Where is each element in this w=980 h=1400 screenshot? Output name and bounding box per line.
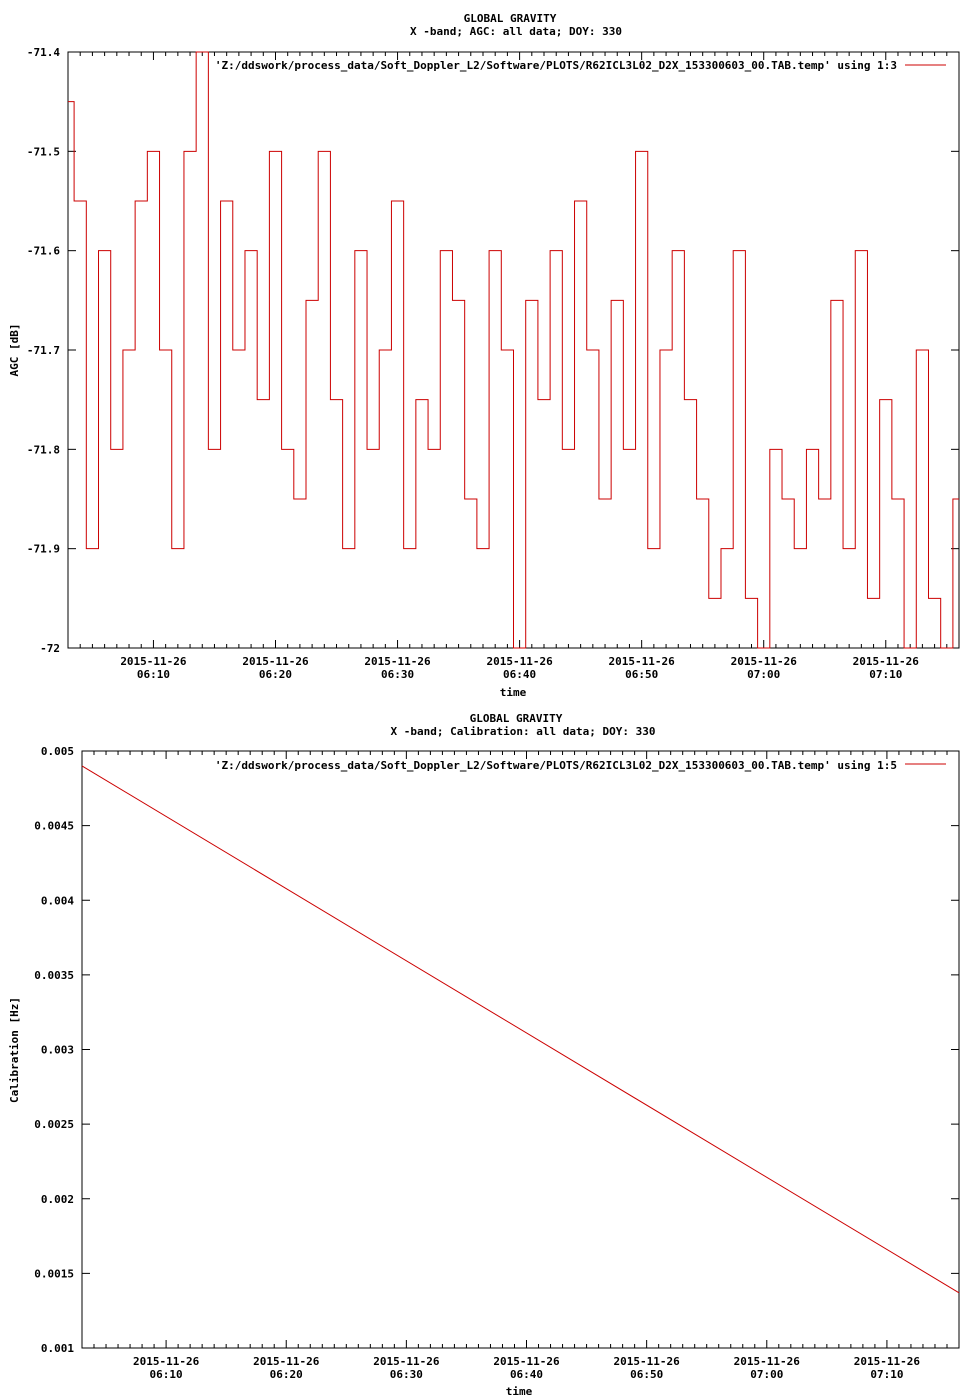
x-tick-label-date: 2015-11-26 — [253, 1355, 320, 1368]
x-tick-label-date: 2015-11-26 — [364, 655, 431, 668]
x-tick-label-date: 2015-11-26 — [853, 1355, 921, 1368]
x-tick-label-time: 06:20 — [258, 668, 293, 681]
x-tick-label-time: 06:30 — [380, 668, 415, 681]
y-tick-label: -71.8 — [26, 443, 60, 457]
x-tick-label-time: 06:20 — [269, 1368, 303, 1381]
y-tick-label: -71.5 — [26, 145, 60, 159]
x-tick-label-time: 07:00 — [750, 1368, 784, 1381]
x-tick-label-date: 2015-11-26 — [613, 1355, 680, 1368]
x-tick-label-date: 2015-11-26 — [373, 1355, 440, 1368]
y-tick-label: 0.0035 — [34, 968, 74, 982]
y-tick-label: -71.4 — [26, 46, 60, 59]
y-tick-label: 0.004 — [40, 894, 74, 908]
chart-agc — [8, 12, 959, 699]
y-tick-label: 0.003 — [40, 1043, 74, 1057]
y-tick-label: 0.005 — [40, 745, 74, 758]
x-tick-label-time: 06:40 — [509, 1368, 544, 1381]
series-line — [68, 52, 959, 648]
legend-entry-label: 'Z:/ddswork/process_data/Soft_Doppler_L2/Software/PLOTS/R62ICL3L02_D2X_153300603_00.TAB.temp' using 1:3 — [214, 59, 897, 72]
x-tick-label-time: 06:30 — [389, 1368, 423, 1381]
chart-title: GLOBAL GRAVITY — [463, 12, 557, 25]
y-axis-ticks — [34, 745, 959, 1355]
x-tick-label-time: 06:10 — [136, 668, 171, 681]
x-tick-label-time: 07:00 — [747, 668, 781, 681]
x-tick-label-date: 2015-11-26 — [733, 1355, 800, 1368]
y-tick-label: 0.0015 — [34, 1267, 74, 1281]
x-tick-label-date: 2015-11-26 — [493, 1355, 560, 1368]
x-tick-label-date: 2015-11-26 — [242, 655, 309, 668]
plot-area — [82, 751, 959, 1348]
legend — [215, 59, 946, 72]
chart-calibration — [8, 712, 959, 1398]
y-tick-label: -71.9 — [26, 542, 60, 556]
x-tick-label-date: 2015-11-26 — [730, 655, 797, 668]
y-tick-label: -71.7 — [26, 344, 60, 357]
x-tick-label-time: 06:10 — [149, 1368, 183, 1381]
y-tick-label: -72 — [40, 642, 60, 655]
x-tick-label-date: 2015-11-26 — [486, 655, 553, 668]
x-tick-label-time: 06:50 — [630, 1368, 664, 1381]
x-tick-label-time: 07:10 — [869, 668, 903, 681]
x-tick-label-date: 2015-11-26 — [608, 655, 675, 668]
x-tick-label-time: 06:40 — [503, 668, 537, 681]
y-tick-label: 0.0025 — [34, 1118, 74, 1132]
chart-subtitle: X -band; Calibration: all data; DOY: 330 — [390, 725, 656, 738]
x-tick-label-time: 06:50 — [625, 668, 659, 681]
chart-subtitle: X -band; AGC: all data; DOY: 330 — [410, 25, 622, 38]
y-tick-label: 0.002 — [40, 1192, 74, 1206]
series-calibration — [82, 766, 959, 1293]
y-tick-label: -71.6 — [26, 244, 60, 258]
x-axis-label: time — [499, 686, 527, 699]
y-axis-label: AGC [dB] — [8, 323, 21, 377]
x-axis-label: time — [505, 1385, 533, 1398]
legend-entry-label: 'Z:/ddswork/process_data/Soft_Doppler_L2/Software/PLOTS/R62ICL3L02_D2X_153300603_00.TAB.temp' using 1:5 — [214, 759, 897, 772]
x-tick-label-date: 2015-11-26 — [132, 1355, 200, 1368]
y-axis-label: Calibration [Hz] — [8, 997, 21, 1103]
series-line — [82, 766, 959, 1293]
y-tick-label: 0.0045 — [34, 819, 74, 833]
chart-title: GLOBAL GRAVITY — [469, 712, 563, 725]
legend — [215, 759, 946, 772]
x-tick-label-date: 2015-11-26 — [852, 655, 919, 668]
x-tick-label-time: 07:10 — [870, 1368, 904, 1381]
x-tick-label-date: 2015-11-26 — [120, 655, 187, 668]
series-agc — [68, 52, 959, 648]
y-tick-label: 0.001 — [40, 1342, 74, 1355]
